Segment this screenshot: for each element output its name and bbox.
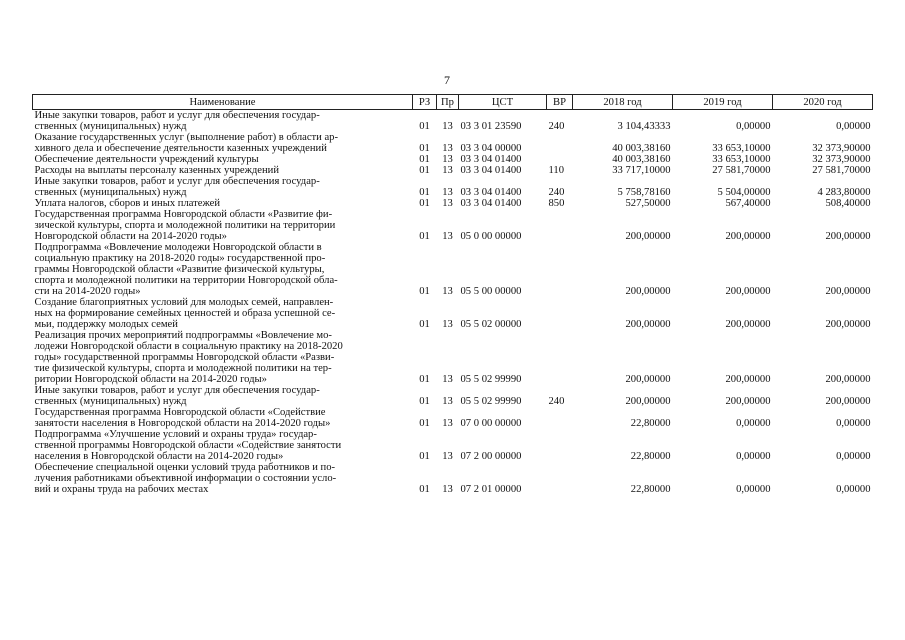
table-row (33, 242, 873, 297)
row-vr: 240 (548, 121, 565, 132)
row-cst: 03 3 04 01400 (460, 154, 522, 165)
row-name-line: населения в Новгородской области на 2014-2020 годы» (34, 451, 284, 462)
row-value-2020: 32 373,90000 (812, 143, 871, 154)
row-value-2020: 200,00000 (825, 374, 871, 385)
row-vr (547, 154, 573, 165)
row-cst: 03 3 04 01400 (460, 187, 522, 198)
row-pr: 13 (442, 121, 453, 132)
row-name-line: Создание благоприятных условий для молодых семей, направлен- (34, 297, 334, 308)
row-value-2018: 200,00000 (625, 286, 671, 297)
row-value-2020: 0,00000 (836, 451, 871, 462)
budget-table (32, 94, 873, 495)
row-name-line: лодежи Новгородской области в социальную практику на 2018-2020 (34, 341, 343, 352)
row-name-line: Новгородской области на 2014-2020 годы» (34, 231, 227, 242)
row-cst: 05 0 00 00000 (460, 231, 522, 242)
row-name-line: годы» государственной программы Новгородской области «Разви- (34, 352, 335, 363)
row-value-2020: 508,40000 (825, 198, 871, 209)
row-pr: 13 (442, 374, 453, 385)
row-value-2020: 0,00000 (836, 121, 871, 132)
row-rz: 01 (419, 451, 430, 462)
row-pr: 13 (442, 154, 453, 165)
row-name-line: сти на 2014-2020 годы» (34, 286, 141, 297)
table-row (33, 110, 873, 133)
table-row (33, 176, 873, 198)
row-name-line: Иные закупки товаров, работ и услуг для обеспечения государ- (34, 110, 320, 121)
row-value-2019: 5 504,00000 (717, 187, 771, 198)
row-name (33, 176, 413, 198)
row-pr: 13 (442, 319, 453, 330)
row-cst: 03 3 04 00000 (460, 143, 522, 154)
row-pr: 13 (442, 286, 453, 297)
row-name-line: лучения работниками объективной информации о состоянии усло- (34, 473, 337, 484)
row-pr: 13 (442, 396, 453, 407)
row-pr: 13 (442, 484, 453, 495)
row-pr: 13 (442, 418, 453, 429)
table-row (33, 297, 873, 330)
row-name (33, 198, 413, 209)
row-name-line: Расходы на выплаты персоналу казенных учреждений (34, 165, 279, 176)
row-pr: 13 (442, 231, 453, 242)
row-name-line: ритории Новгородской области на 2014-2020 годы» (34, 374, 267, 385)
row-cst: 03 3 04 01400 (460, 198, 522, 209)
row-name (33, 209, 413, 242)
row-value-2019: 200,00000 (725, 231, 771, 242)
row-name-line: Государственная программа Новгородской области «Развитие фи- (34, 209, 333, 220)
row-cst: 05 5 02 99990 (460, 374, 522, 385)
row-value-2020: 32 373,90000 (812, 154, 871, 165)
row-cst: 03 3 01 23590 (460, 121, 522, 132)
row-vr (547, 407, 573, 429)
row-name-line: Обеспечение специальной оценки условий труда работников и по- (34, 462, 336, 473)
row-rz: 01 (419, 319, 430, 330)
row-value-2018: 33 717,10000 (612, 165, 671, 176)
header-rz: РЗ (413, 95, 437, 110)
row-value-2019: 567,40000 (725, 198, 771, 209)
row-value-2020: 200,00000 (825, 396, 871, 407)
row-name-line: ственной программы Новгородской области «Содействие занятости (34, 440, 342, 451)
row-vr: 240 (548, 187, 565, 198)
row-value-2019: 27 581,70000 (712, 165, 771, 176)
row-rz: 01 (419, 418, 430, 429)
header-2018: 2018 год (573, 95, 673, 110)
row-name (33, 429, 413, 462)
table-header-row (33, 95, 873, 110)
row-value-2018: 3 104,43333 (617, 121, 671, 132)
row-value-2018: 22,80000 (630, 418, 671, 429)
row-name-line: спорта и молодежной политики на территории Новгородской обла- (34, 275, 338, 286)
row-pr: 13 (442, 198, 453, 209)
row-name-line: Государственная программа Новгородской области «Содействие (34, 407, 326, 418)
row-name (33, 297, 413, 330)
table-row (33, 154, 873, 165)
table-row (33, 429, 873, 462)
row-vr (547, 242, 573, 297)
table-row (33, 407, 873, 429)
row-rz: 01 (419, 165, 430, 176)
row-name-line: социальную практику на 2018-2020 годы» государственной про- (34, 253, 326, 264)
row-name-line: Обеспечение деятельности учреждений культуры (34, 154, 259, 165)
table-row (33, 132, 873, 154)
row-name-line: Подпрограмма «Улучшение условий и охраны труда» государ- (34, 429, 317, 440)
row-pr: 13 (442, 187, 453, 198)
row-name-line: занятости населения в Новгородской области на 2014-2020 годы» (34, 418, 331, 429)
row-cst: 07 0 00 00000 (460, 418, 522, 429)
row-name (33, 132, 413, 154)
row-vr: 240 (548, 396, 565, 407)
row-vr (547, 462, 573, 495)
row-rz: 01 (419, 143, 430, 154)
row-value-2019: 0,00000 (736, 484, 771, 495)
row-name-line: зической культуры, спорта и молодежной политики на территории (34, 220, 336, 231)
row-value-2020: 200,00000 (825, 231, 871, 242)
row-vr (547, 132, 573, 154)
row-value-2019: 200,00000 (725, 319, 771, 330)
row-value-2018: 22,80000 (630, 451, 671, 462)
row-value-2020: 0,00000 (836, 484, 871, 495)
row-rz: 01 (419, 286, 430, 297)
row-value-2020: 4 283,80000 (817, 187, 871, 198)
row-name-line: ственных (муниципальных) нужд (34, 121, 187, 132)
table-row (33, 330, 873, 385)
table-row (33, 385, 873, 407)
table-row (33, 462, 873, 495)
page-number: 7 (444, 73, 450, 87)
row-name-line: Уплата налогов, сборов и иных платежей (34, 198, 221, 209)
row-value-2018: 200,00000 (625, 231, 671, 242)
row-cst: 03 3 04 01400 (460, 165, 522, 176)
row-value-2018: 200,00000 (625, 319, 671, 330)
row-name (33, 407, 413, 429)
row-name (33, 330, 413, 385)
row-pr: 13 (442, 143, 453, 154)
row-name (33, 242, 413, 297)
table-body (33, 110, 873, 496)
header-cst: ЦСТ (459, 95, 547, 110)
row-vr (547, 429, 573, 462)
row-value-2019: 0,00000 (736, 121, 771, 132)
header-pr: Пр (437, 95, 459, 110)
row-name-line: вий и охраны труда на рабочих местах (34, 484, 209, 495)
table-row (33, 165, 873, 176)
row-name-line: Реализация прочих мероприятий подпрограммы «Вовлечение мо- (34, 330, 332, 341)
row-name-line: хивного дела и обеспечение деятельности казенных учреждений (34, 143, 327, 154)
row-value-2018: 5 758,78160 (617, 187, 671, 198)
row-rz: 01 (419, 121, 430, 132)
row-name (33, 110, 413, 133)
row-cst: 07 2 01 00000 (460, 484, 522, 495)
row-value-2018: 40 003,38160 (612, 154, 671, 165)
row-name-line: ственных (муниципальных) нужд (34, 396, 187, 407)
row-name-line: мьи, поддержку молодых семей (34, 319, 178, 330)
row-vr (547, 297, 573, 330)
row-value-2020: 0,00000 (836, 418, 871, 429)
row-cst: 05 5 02 99990 (460, 396, 522, 407)
row-vr: 850 (548, 198, 565, 209)
row-pr: 13 (442, 451, 453, 462)
row-name-line: ных на формирование семейных ценностей и образа успешной се- (34, 308, 336, 319)
row-rz: 01 (419, 484, 430, 495)
row-name-line: Оказание государственных услуг (выполнение работ) в области ар- (34, 132, 338, 143)
row-rz: 01 (419, 231, 430, 242)
row-rz: 01 (419, 396, 430, 407)
row-vr (547, 330, 573, 385)
row-cst: 05 5 02 00000 (460, 319, 522, 330)
row-rz: 01 (419, 374, 430, 385)
row-value-2020: 27 581,70000 (812, 165, 871, 176)
row-pr: 13 (442, 165, 453, 176)
row-rz: 01 (419, 187, 430, 198)
row-name-line: Подпрограмма «Вовлечение молодежи Новгородской области в (34, 242, 322, 253)
row-value-2019: 0,00000 (736, 418, 771, 429)
row-value-2018: 22,80000 (630, 484, 671, 495)
row-value-2018: 200,00000 (625, 396, 671, 407)
row-cst: 05 5 00 00000 (460, 286, 522, 297)
table-row (33, 209, 873, 242)
row-name-line: тие физической культуры, спорта и молодежной политики на тер- (34, 363, 332, 374)
header-vr: ВР (547, 95, 573, 110)
row-vr (547, 209, 573, 242)
row-name (33, 165, 413, 176)
row-rz: 01 (419, 198, 430, 209)
row-name (33, 154, 413, 165)
row-value-2019: 200,00000 (725, 286, 771, 297)
row-value-2018: 200,00000 (625, 374, 671, 385)
header-name: Наименование (33, 95, 413, 110)
row-value-2019: 200,00000 (725, 374, 771, 385)
row-rz: 01 (419, 154, 430, 165)
row-value-2019: 33 653,10000 (712, 154, 771, 165)
row-vr: 110 (548, 165, 564, 176)
row-value-2019: 200,00000 (725, 396, 771, 407)
row-value-2020: 200,00000 (825, 286, 871, 297)
row-value-2018: 40 003,38160 (612, 143, 671, 154)
header-2020: 2020 год (773, 95, 873, 110)
row-value-2019: 0,00000 (736, 451, 771, 462)
row-name (33, 462, 413, 495)
row-name-line: ственных (муниципальных) нужд (34, 187, 187, 198)
row-value-2020: 200,00000 (825, 319, 871, 330)
row-name-line: Иные закупки товаров, работ и услуг для обеспечения государ- (34, 385, 320, 396)
row-name (33, 385, 413, 407)
row-name-line: граммы Новгородской области «Развитие физической культуры, (34, 264, 325, 275)
row-value-2019: 33 653,10000 (712, 143, 771, 154)
row-name-line: Иные закупки товаров, работ и услуг для обеспечения государ- (34, 176, 320, 187)
row-value-2018: 527,50000 (625, 198, 671, 209)
row-cst: 07 2 00 00000 (460, 451, 522, 462)
header-2019: 2019 год (673, 95, 773, 110)
table-row (33, 198, 873, 209)
